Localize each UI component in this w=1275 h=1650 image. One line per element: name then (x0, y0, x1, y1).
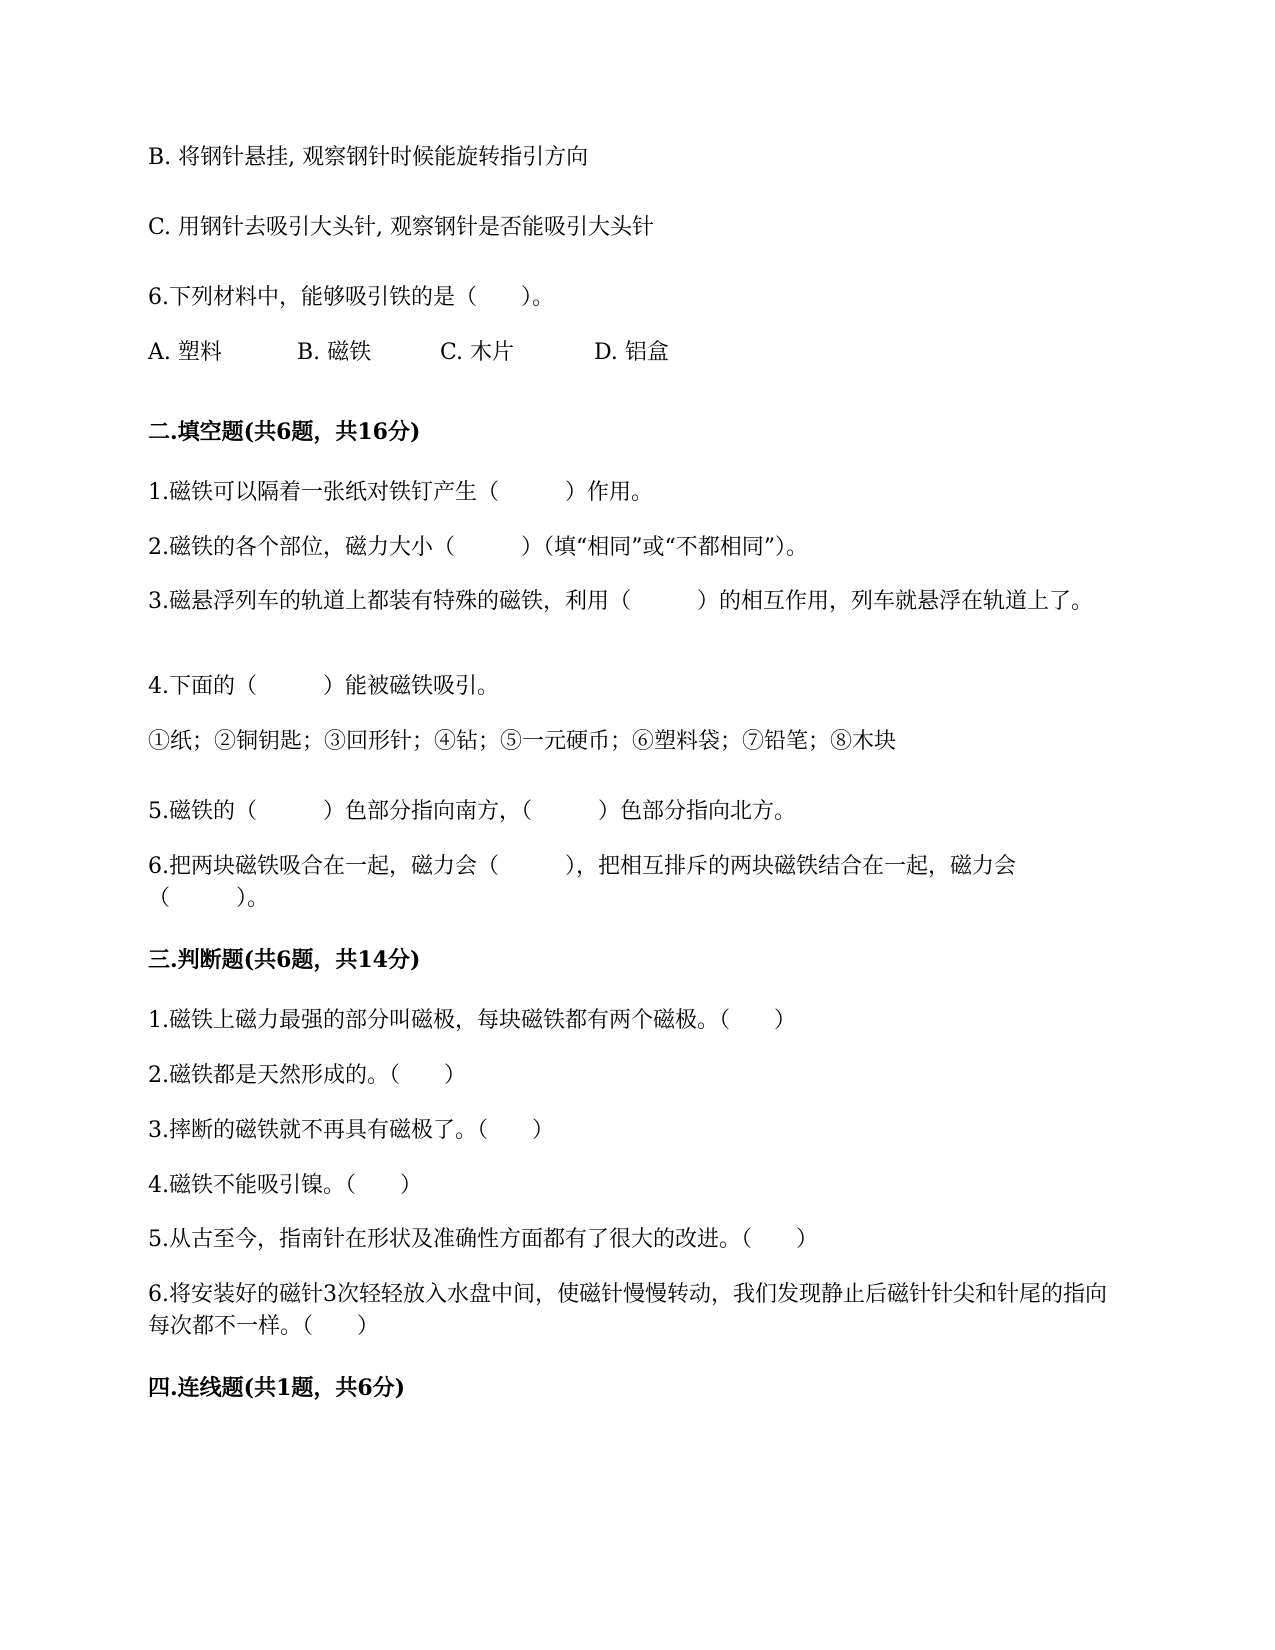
fill-item-1: 1.磁铁可以隔着一张纸对铁钉产生（ ）作用。 (148, 480, 653, 505)
q6-option-a: A. 塑料 (148, 340, 222, 365)
fill-item-4: 4.下面的（ ）能被磁铁吸引。 (148, 674, 499, 699)
judge-item-2: 2.磁铁都是天然形成的。（ ） (148, 1063, 466, 1088)
option-c-text: C. 用钢针去吸引大头针, 观察钢针是否能吸引大头针 (148, 215, 655, 240)
q6-option-d: D. 铝盒 (594, 340, 669, 365)
section-4-title: 四.连线题(共1题，共6分) (148, 1375, 406, 1401)
question-6-stem: 6.下列材料中，能够吸引铁的是（ ）。 (148, 285, 554, 310)
judge-item-3: 3.摔断的磁铁就不再具有磁极了。（ ） (148, 1118, 554, 1143)
fill-item-3: 3.磁悬浮列车的轨道上都装有特殊的磁铁，利用（ ）的相互作用，列车就悬浮在轨道上了。 (148, 589, 1093, 614)
q6-option-c: C. 木片 (440, 340, 515, 365)
fill-item-2: 2.磁铁的各个部位，磁力大小（ ）（填“相同”或“不都相同”）。 (148, 535, 808, 560)
fill-item-6: 6.把两块磁铁吸合在一起，磁力会（ ），把相互排斥的两块磁铁结合在一起，磁力会（ ）。 (148, 854, 1016, 911)
section-3-title: 三.判断题(共6题，共14分) (148, 947, 421, 973)
judge-item-5: 5.从古至今，指南针在形状及准确性方面都有了很大的改进。（ ） (148, 1227, 818, 1252)
q6-option-b: B. 磁铁 (297, 340, 372, 365)
option-b-text: B. 将钢针悬挂, 观察钢针时候能旋转指引方向 (148, 145, 589, 170)
section-2-title: 二.填空题(共6题，共16分) (148, 419, 421, 445)
judge-item-4: 4.磁铁不能吸引镍。（ ） (148, 1173, 422, 1198)
judge-item-6: 6.将安装好的磁针3次轻轻放入水盘中间，使磁针慢慢转动，我们发现静止后磁针针尖和针尾的指向每次都不一样。（ ） (148, 1282, 1107, 1339)
fill-item-4-choices: ①纸；②铜钥匙；③回形针；④钻；⑤一元硬币；⑥塑料袋；⑦铅笔；⑧木块 (148, 729, 897, 754)
fill-item-5: 5.磁铁的（ ）色部分指向南方，（ ）色部分指向北方。 (148, 799, 796, 824)
judge-item-1: 1.磁铁上磁力最强的部分叫磁极，每块磁铁都有两个磁极。（ ） (148, 1008, 796, 1033)
